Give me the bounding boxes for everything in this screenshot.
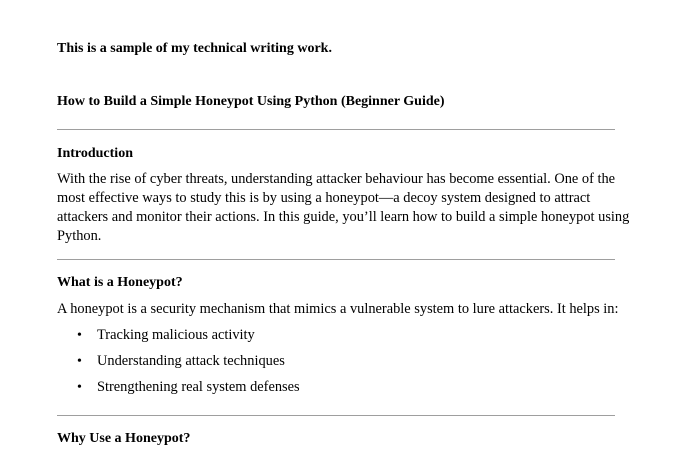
paragraph-line: Python. (57, 228, 102, 244)
horizontal-rule (57, 259, 615, 260)
section-heading-introduction: Introduction (57, 146, 133, 161)
list-item-text: Strengthening real system defenses (97, 379, 300, 395)
what-is-paragraph (57, 300, 619, 319)
list-item-text: Tracking malicious activity (97, 327, 255, 343)
paragraph-line: A honeypot is a security mechanism that mimics a vulnerable system to lure attackers. It helps in: (57, 301, 619, 317)
list-item-text: Understanding attack techniques (97, 353, 285, 369)
section-heading-why-use-honeypot: Why Use a Honeypot? (57, 431, 191, 446)
bullet-icon: • (77, 354, 82, 369)
intro-statement: This is a sample of my technical writing work. (57, 41, 332, 56)
horizontal-rule (57, 415, 615, 416)
section-heading-what-is-honeypot: What is a Honeypot? (57, 275, 183, 290)
document-title: How to Build a Simple Honeypot Using Python (Beginner Guide) (57, 94, 445, 109)
introduction-paragraph (57, 170, 630, 246)
paragraph-line: most effective ways to study this is by using a honeypot—a decoy system designed to attract (57, 190, 591, 206)
bullet-icon: • (77, 328, 82, 343)
horizontal-rule (57, 129, 615, 130)
paragraph-line: attackers and monitor their actions. In this guide, you’ll learn how to build a simple honeypot using (57, 209, 630, 225)
bullet-icon: • (77, 380, 82, 395)
paragraph-line: With the rise of cyber threats, understanding attacker behaviour has become essential. One of the (57, 171, 616, 187)
